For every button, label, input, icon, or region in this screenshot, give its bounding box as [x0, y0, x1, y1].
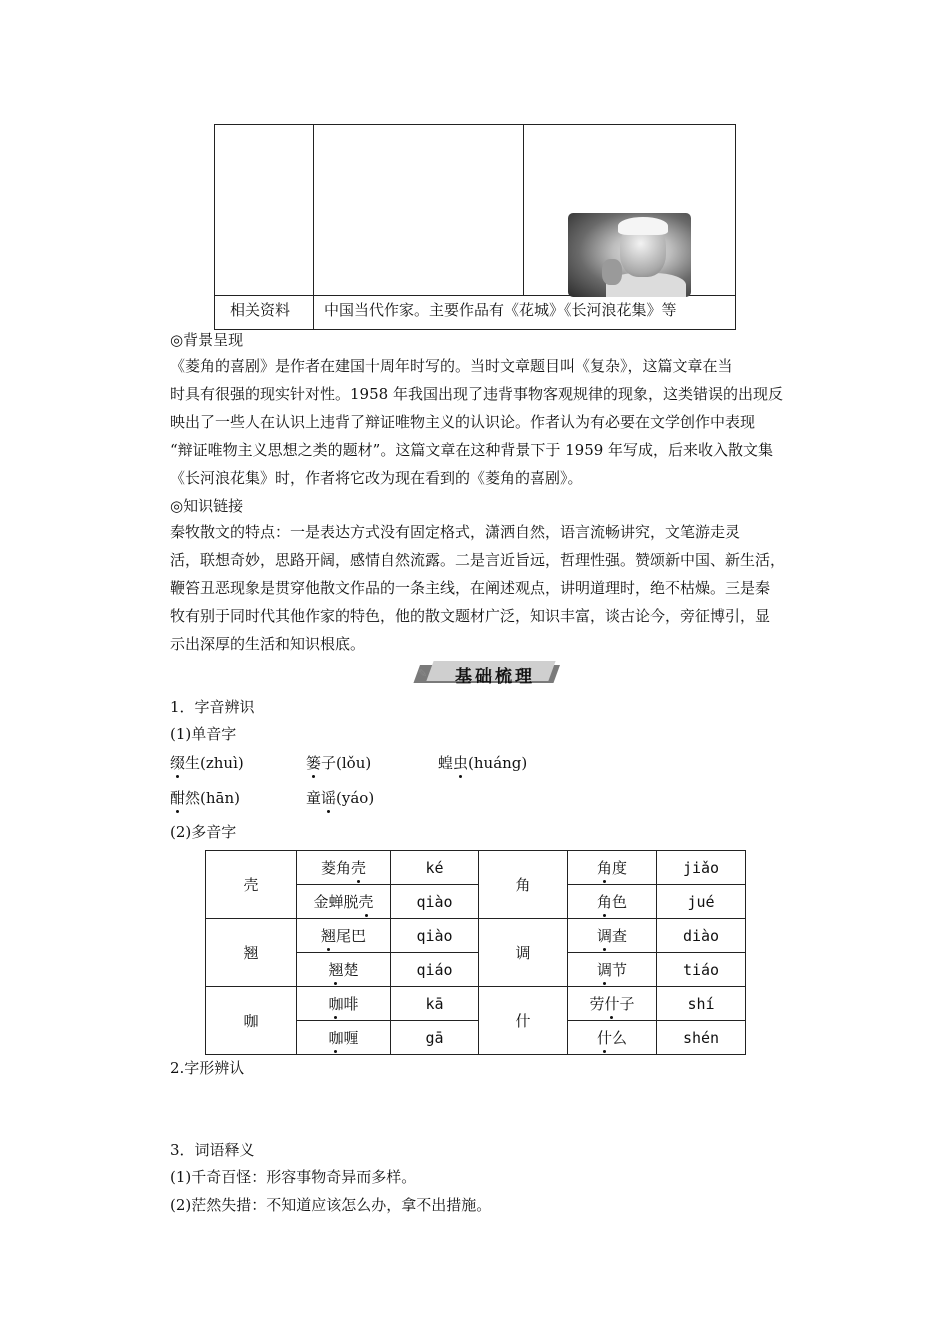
- table-row: 壳 菱角壳 ké 角 角度 jiǎo: [206, 851, 746, 885]
- table-divider: [313, 125, 314, 329]
- table-row: 咖喱 gā 什么 shén: [206, 1021, 746, 1055]
- table-row: 翘楚 qiáo 调节 tiáo: [206, 953, 746, 987]
- table-row: 翘 翘尾巴 qiào 调 调查 diào: [206, 919, 746, 953]
- single-char-item: 蝗虫(huáng): [438, 754, 528, 772]
- table-row: 金蝉脱壳 qiào 角色 jué: [206, 885, 746, 919]
- pencil-icon: ✎: [418, 667, 428, 680]
- single-char-item: 缀生(zhuì): [170, 754, 244, 772]
- single-char-item: 童谣(yáo): [306, 789, 375, 807]
- table-content: 中国当代作家。主要作品有《花城》《长河浪花集》等: [324, 301, 677, 319]
- table-row: 咖 咖啡 kā 什 劳什子 shí: [206, 987, 746, 1021]
- s3-item: (1)千奇百怪：形容事物奇异而多样。: [170, 1168, 417, 1186]
- table-divider: [523, 125, 524, 295]
- section-banner: ✎ 基础梳理: [420, 661, 568, 687]
- s1-sub2: (2)多音字: [170, 823, 237, 841]
- knowledge-heading: ◎知识链接: [170, 497, 244, 515]
- polyphonic-table: [205, 850, 746, 1055]
- table-label: 相关资料: [230, 301, 291, 319]
- s1-title: 1．字音辨识: [170, 698, 255, 716]
- single-char-item: 酣然(hān): [170, 789, 240, 807]
- single-char-item: 篓子(lǒu): [306, 754, 372, 772]
- s3-title: 3．词语释义: [170, 1141, 255, 1159]
- background-heading: ◎背景呈现: [170, 331, 244, 349]
- s1-sub1: (1)单音字: [170, 725, 237, 743]
- s2-title: 2.字形辨认: [170, 1059, 245, 1077]
- author-photo: [568, 213, 691, 297]
- s3-item: (2)茫然失措：不知道应该怎么办，拿不出措施。: [170, 1196, 492, 1214]
